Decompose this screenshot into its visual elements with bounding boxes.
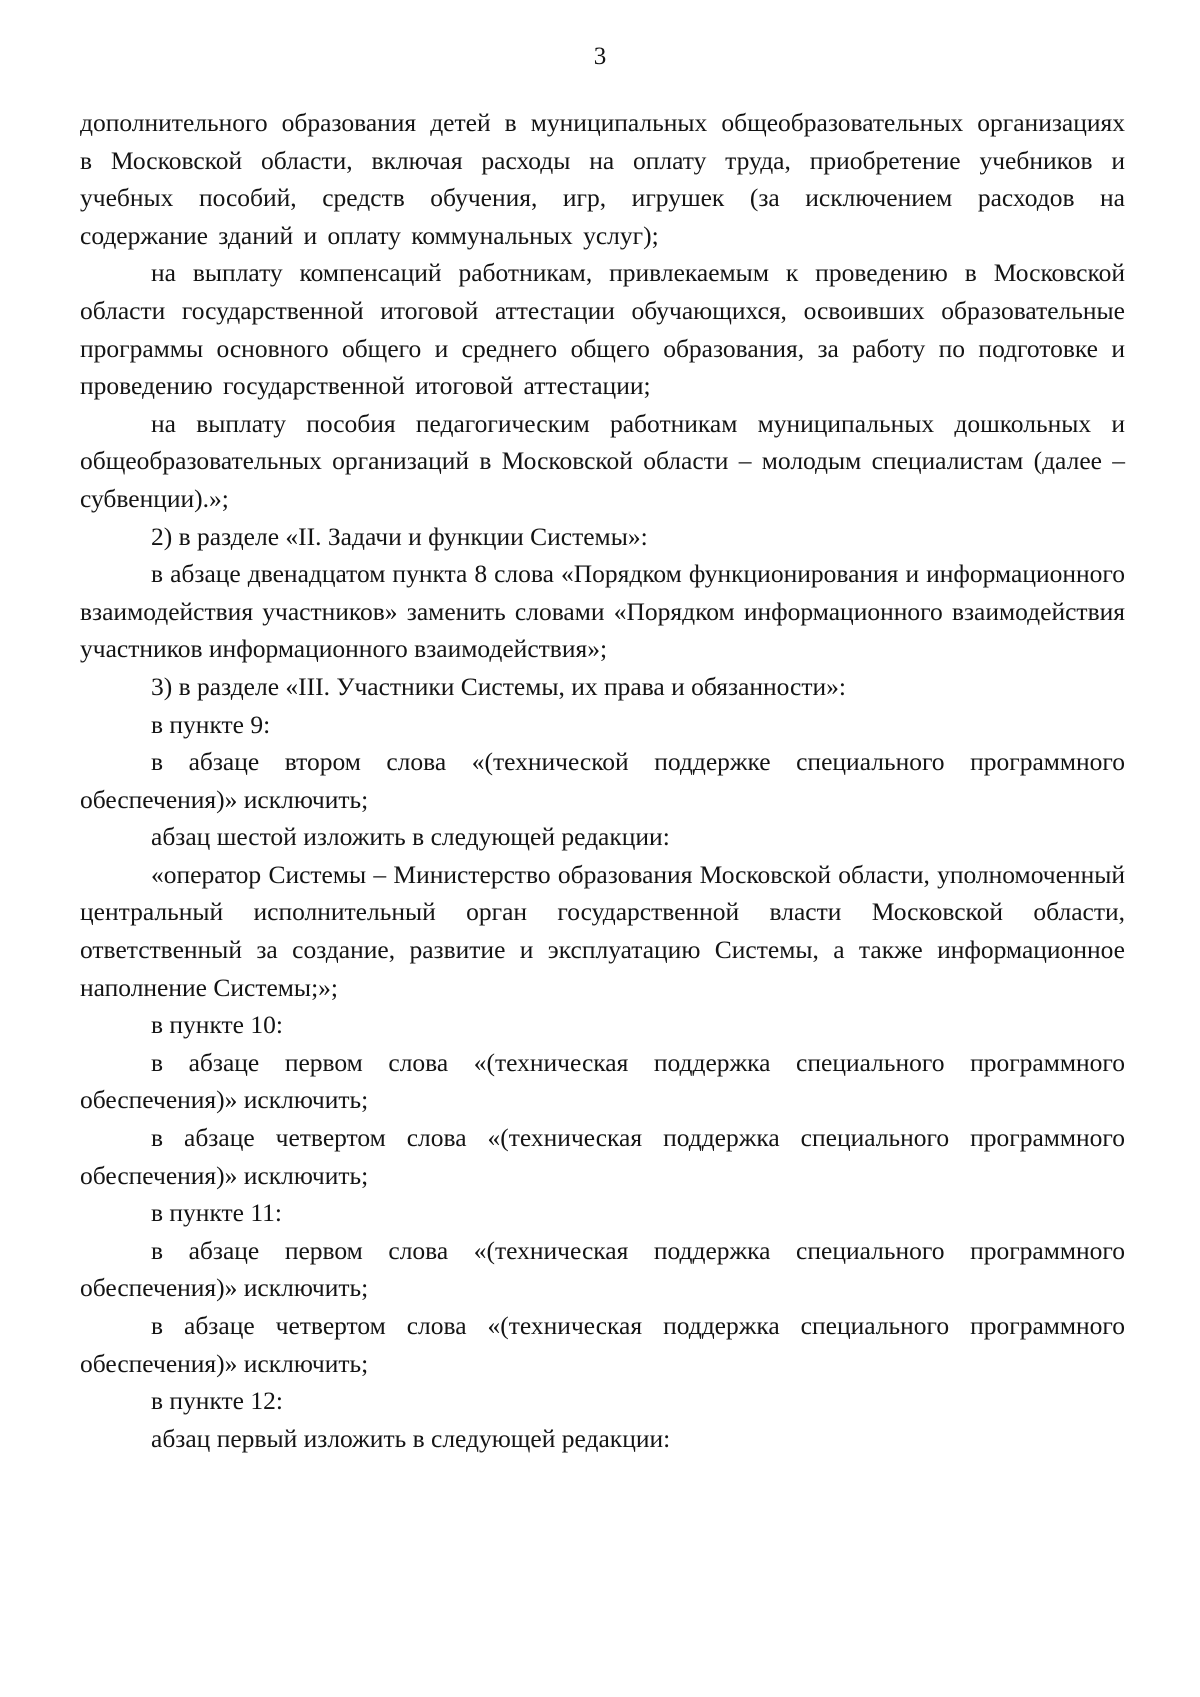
paragraph-14: в пункте 11: [151, 1198, 282, 1228]
paragraph-3: на выплату пособия педагогическим работникам муниципальных дошкольных и общеобразовательных организаций в Московской области – молодым специалистам (далее – субвенции).»; [80, 408, 1125, 513]
paragraph-7: в пункте 9: [151, 709, 271, 739]
paragraph-6: 3) в разделе «III. Участники Системы, их права и обязанности»: [151, 671, 846, 701]
paragraph-13: в абзаце четвертом слова «(техническая поддержка специального программного обеспечения)» исключить; [80, 1123, 1125, 1190]
paragraph-11: в пункте 10: [151, 1010, 283, 1040]
paragraph-9: абзац шестой изложить в следующей редакции: [151, 822, 670, 852]
paragraph-5: в абзаце двенадцатом пункта 8 слова «Порядком функционирования и информационного взаимодействия участников» заменить словами «Порядком информационного взаимодействия участников информационного взаимодействия»; [80, 559, 1125, 664]
paragraph-10: «оператор Системы – Министерство образования Московской области, уполномоченный центральный исполнительный орган государственной власти Московской области, ответственный за создание, развитие и эксплуатацию Системы, а также информационное наполнение Системы;»; [80, 859, 1125, 1002]
paragraph-4: 2) в разделе «II. Задачи и функции Системы»: [151, 521, 648, 551]
paragraph-17: в пункте 12: [151, 1386, 283, 1416]
paragraph-15: в абзаце первом слова «(техническая поддержка специального программного обеспечения)» исключить; [80, 1235, 1125, 1303]
paragraph-8: в абзаце втором слова «(технической поддержке специального программного обеспечения)» исключить; [80, 747, 1125, 814]
paragraph-12: в абзаце первом слова «(техническая поддержка специального программного обеспечения)» исключить; [80, 1047, 1125, 1115]
document-body [80, 104, 1125, 1457]
paragraph-16: в абзаце четвертом слова «(техническая поддержка специального программного обеспечения)» исключить; [80, 1311, 1125, 1378]
paragraph-2: на выплату компенсаций работникам, привлекаемым к проведению в Московской области государственной итоговой аттестации обучающихся, освоивших образовательные программы основного общего и среднего общего образования, за работу по подготовке и проведению государственной итоговой аттестации; [80, 258, 1125, 401]
paragraph-1: дополнительного образования детей в муниципальных общеобразовательных организациях в Московской области, включая расходы на оплату труда, приобретение учебников и учебных пособий, средств обучения, игр, игрушек (за исключением расходов на содержание зданий и оплату коммунальных услуг); [80, 108, 1125, 250]
page-number: 3 [593, 43, 607, 70]
paragraph-18: абзац первый изложить в следующей редакции: [151, 1423, 671, 1453]
